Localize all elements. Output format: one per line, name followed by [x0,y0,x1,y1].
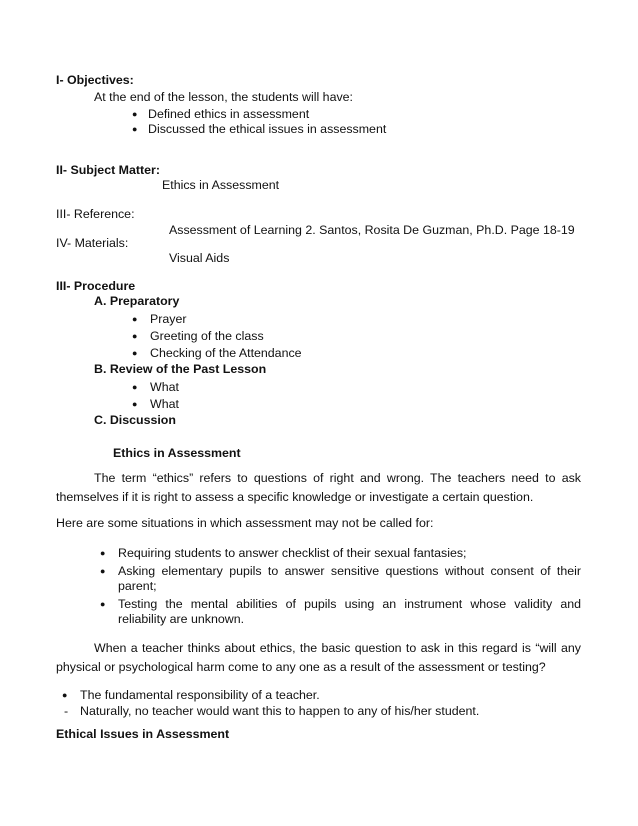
bullet-icon: ● [100,548,106,558]
bullet-icon: ● [132,399,138,409]
situation-item: Asking elementary pupils to answer sensitive questions without consent of their [118,564,581,578]
sub-point-item: Naturally, no teacher would want this to happen to any of his/her student. [80,704,480,718]
materials-label: IV- Materials: [56,236,129,250]
procedure-heading: III- Procedure [56,279,136,293]
preparatory-item: Checking of the Attendance [150,346,302,360]
subject-matter-value: Ethics in Assessment [162,178,280,192]
paragraph-line: physical or psychological harm come to any one as a result of the assessment or testing? [56,660,546,674]
objectives-intro: At the end of the lesson, the students will have: [94,90,353,104]
review-item: What [150,380,179,394]
situation-item: Testing the mental abilities of pupils using an instrument whose validity and [118,597,581,611]
bullet-icon: ● [132,109,138,119]
objectives-heading: I- Objectives: [56,73,134,87]
preparatory-item: Greeting of the class [150,329,264,343]
procedure-a-label: A. Preparatory [94,294,180,308]
bullet-icon: ● [132,348,138,358]
bullet-icon: ● [132,331,138,341]
bullet-icon: ● [132,124,138,134]
procedure-b-label: B. Review of the Past Lesson [94,362,267,376]
procedure-c-label: C. Discussion [94,413,176,427]
preparatory-item: Prayer [150,312,187,326]
bullet-icon: ● [132,314,138,324]
materials-value: Visual Aids [169,251,230,265]
subject-matter-heading: II- Subject Matter: [56,163,160,177]
situations-intro: Here are some situations in which assessment may not be called for: [56,516,434,530]
point-item: The fundamental responsibility of a teacher. [80,688,320,702]
discussion-title: Ethics in Assessment [113,446,241,460]
paragraph-line: When a teacher thinks about ethics, the basic question to ask in this regard is “will any [94,641,581,655]
objective-item: Discussed the ethical issues in assessment [148,122,387,136]
bullet-icon: ● [62,690,68,700]
objective-item: Defined ethics in assessment [148,107,310,121]
bullet-icon: ● [100,599,106,609]
ethical-issues-heading: Ethical Issues in Assessment [56,727,230,741]
bullet-icon: ● [100,566,106,576]
review-item: What [150,397,179,411]
paragraph-line: themselves if it is right to assess a specific knowledge or investigate a certain question. [56,490,534,504]
reference-label: III- Reference: [56,207,135,221]
situation-item: Requiring students to answer checklist of their sexual fantasies; [118,546,467,560]
paragraph-line: The term “ethics” refers to questions of right and wrong. The teachers need to ask [94,471,581,485]
reference-value: Assessment of Learning 2. Santos, Rosita De Guzman, Ph.D. Page 18-19 [169,223,575,237]
situation-item-continued: parent; [118,579,157,593]
dash-icon: - [64,704,69,718]
bullet-icon: ● [132,382,138,392]
situation-item-continued: reliability are unknown. [118,612,245,626]
